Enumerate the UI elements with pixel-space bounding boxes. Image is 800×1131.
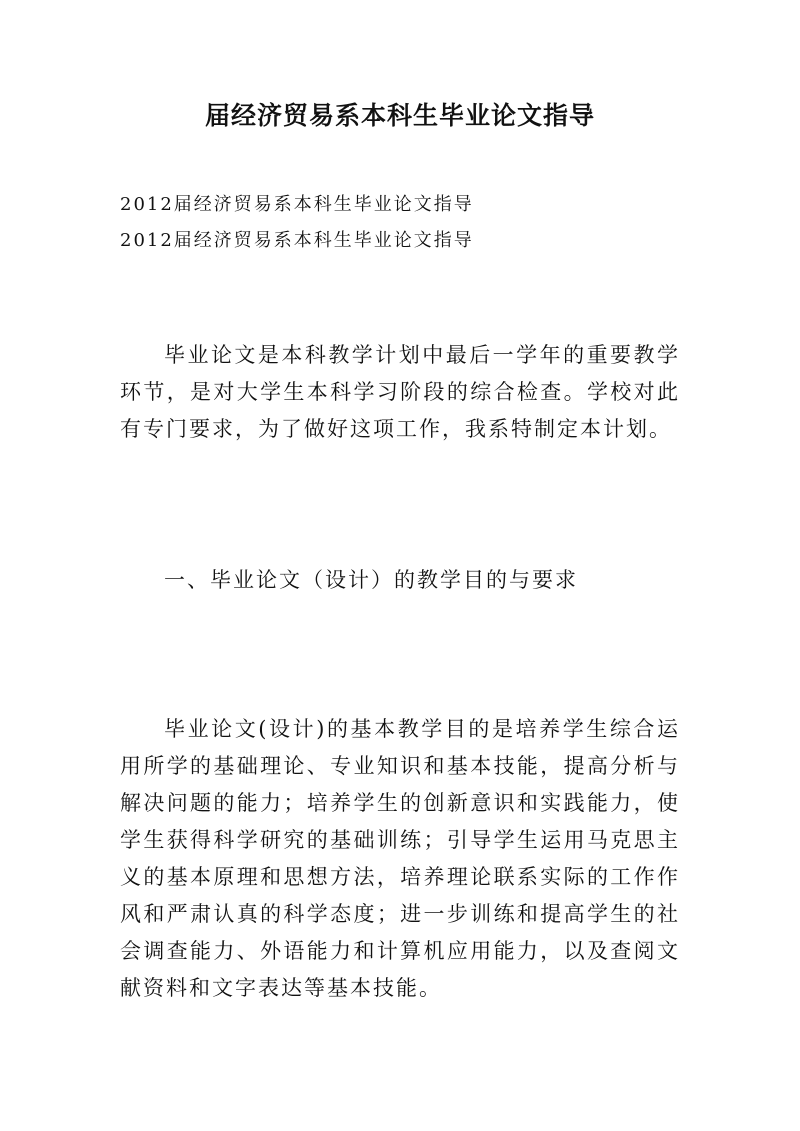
subtitle-line: 2012届经济贸易系本科生毕业论文指导 (120, 230, 474, 251)
document-title: 届经济贸易系本科生毕业论文指导 (204, 101, 595, 130)
section-heading: 一、毕业论文（设计）的教学目的与要求 (164, 568, 578, 592)
intro-paragraph: 毕业论文是本科教学计划中最后一学年的重要教学环节，是对大学生本科学习阶段的综合检查。学校对此有专门要求，为了做好这项工作，我系特制定本计划。 (120, 343, 680, 441)
subtitle-line: 2012届经济贸易系本科生毕业论文指导 (120, 194, 474, 215)
section-paragraph: 毕业论文(设计)的基本教学目的是培养学生综合运用所学的基础理论、专业知识和基本技能，提高分析与解决问题的能力；培养学生的创新意识和实践能力，使学生获得科学研究的基础训练；引导学生运用马克思主义的基本原理和思想方法，培养理论联系实际的工作作风和严肃认真的科学态度；进一步训练和提高学生的社会调查能力、外语能力和计算机应用能力，以及查阅文献资料和文字表达等基本技能。 (120, 717, 680, 1000)
